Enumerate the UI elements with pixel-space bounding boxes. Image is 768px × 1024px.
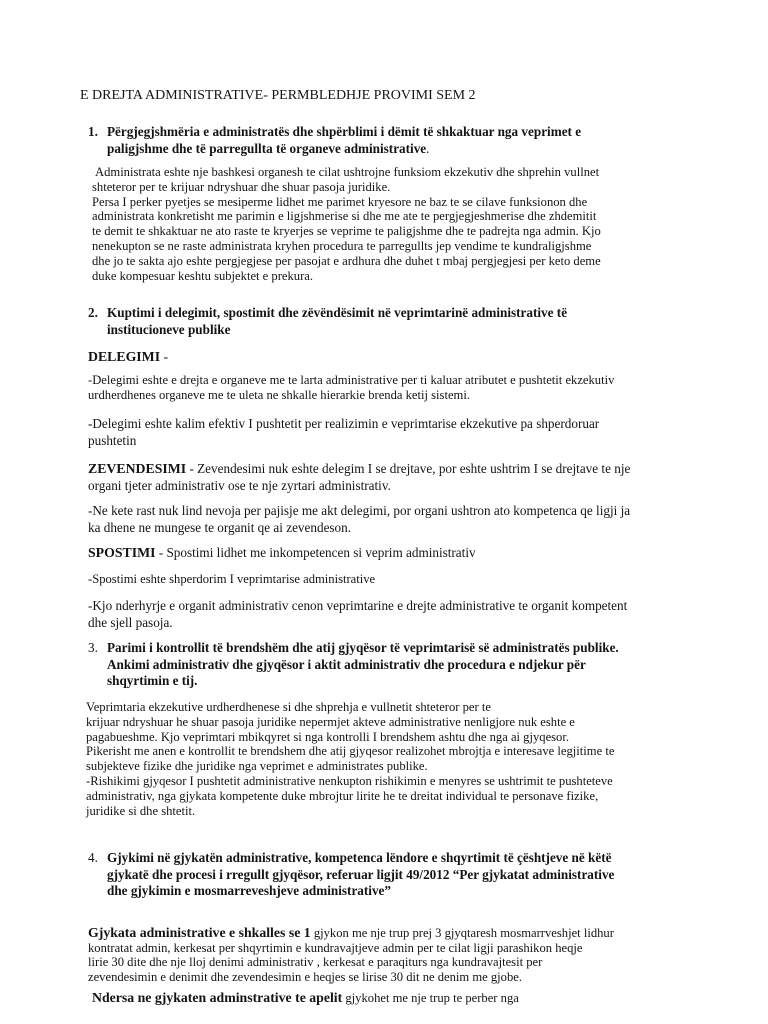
text-line: pushtetin (88, 433, 137, 448)
text-line: dhe sjell pasoja. (88, 615, 173, 630)
text-line: -Kjo nderhyrje e organit administrativ cenon veprimtarine e drejte administrative te organit kompetent (88, 598, 628, 613)
text-line: Persa I perker pyetjes se mesiperme lidhet me parimet kryesore ne baz te se cilave funksionon dhe (92, 194, 588, 209)
heading-line: institucioneve publike (107, 321, 231, 337)
heading-line: shqyrtimin e tij. (107, 673, 198, 688)
heading-line: Kuptimi i delegimit, spostimit dhe zëvëndësimit në veprimtarinë administrative të (107, 305, 568, 320)
text-line: dhe jo te sakta ajo eshte pergjegjese per pasojat e ardhura dhe duhet t mbaj pergjegjesi per keto deme (92, 253, 601, 268)
text-line: subjekteve fizike dhe juridike nga veprimet e administrates publike. (86, 759, 428, 774)
text-line: duke kompesuar keshtu subjektet e prekura. (92, 268, 314, 283)
text-line: lirie 30 dite dhe nje lloj denimi administrativ , kerkesat e paraqiturs nga kundravajtesit per (88, 955, 543, 970)
text-line: administrata konkretisht me parimin e ligjshmerise si dhe me ate te pergjegjeshmerise dhe zhdemitit (92, 209, 597, 224)
text-line: Administrata eshte nje bashkesi organesh te cilat ushtrojne funksiom ekzekutiv dhe shprehin vullnet (95, 165, 600, 179)
heading-line: gjykatë dhe procesi i rregullt gjyqësor, referuar ligjit 49/2012 “Per gjykatat administrative (107, 866, 615, 882)
section-number: 3. (88, 640, 98, 655)
heading-line: Gjykimi në gjykatën administrative, kompetenca lëndore e shqyrtimit të çështjeve në këtë (107, 850, 612, 865)
heading-line: paligjshme dhe të parregullta të organeve administrative. (107, 140, 430, 156)
text-line: -Delegimi eshte kalim efektiv I pushtetit per realizimin e veprimtarise ekzekutive pa shperdoruar (88, 416, 600, 431)
heading-line: Parimi i kontrollit të brendshëm dhe atij gjyqësor të veprimtarisë së administratës publike. (107, 640, 619, 655)
document-title: E DREJTA ADMINISTRATIVE- PERMBLEDHJE PROVIMI SEM 2 (80, 88, 476, 103)
section-number: 2. (88, 305, 98, 320)
text-line: -Delegimi eshte e drejta e organeve me te larta administrative per ti kaluar atributet e pushtetit ekzekutiv (88, 373, 615, 387)
text-line: te demit te shkaktuar ne ato raste te kryerjes se veprime te paligjshme dhe te padrejta nga admin. Kjo (92, 224, 601, 239)
text-line: administrativ, nga gjykata kompetente duke mbrojtur lirite he te dreitat individual te personave fizike, (86, 788, 599, 803)
text-line: juridike si dhe shtetit. (86, 803, 196, 818)
section-4-apeli-line: Ndersa ne gjykaten adminstrative te apelit gjykohet me nje trup te perber nga (92, 990, 519, 1005)
heading-line: Përgjegjshmëria e administratës dhe shpërblimi i dëmit të shkaktuar nga veprimet e (107, 124, 582, 139)
section-3-body (86, 700, 682, 818)
text-line: Veprimtaria ekzekutive urdherdhenese si dhe shprehja e vullnetit shteteror per te (86, 700, 491, 714)
text-line: -Rishikimi gjyqesor I pushtetit administrative nenkupton rishikimin e menyres se ushtrimit te pushteteve (86, 773, 613, 788)
section-1-heading (88, 124, 688, 157)
text-line: zevendesimin e denimit dhe zevendesimin e heqjes se lirise 30 dit ne denim me gjobe. (88, 969, 523, 984)
section-number: 4. (88, 850, 98, 865)
section-4-body (88, 926, 680, 984)
section-2-heading (88, 305, 688, 338)
spostimi-paragraph-2: -Spostimi eshte shperdorim I veprimtarise administrative (88, 572, 376, 586)
text-line: nenekupton se ne raste administrata kryhen procedura te parregullts jep vendime te kundraligjshme (92, 238, 592, 253)
text-line: -Ne kete rast nuk lind nevoja per pajisje me akt delegimi, por organi ushtron ato kompetenca qe ligji ja (88, 503, 631, 518)
section-3-heading (88, 640, 688, 690)
spostimi-paragraph-3 (88, 597, 680, 631)
text-line: urdherdhenes organeve me te uleta ne shkalle hierarkie brenda ketij sistemi. (88, 387, 470, 402)
zevendesimi-paragraph (88, 460, 680, 494)
text-line: Gjykata administrative e shkalles se 1 gjykon me nje trup prej 3 gjyqtaresh mosmarrveshjet lidhur (88, 925, 614, 940)
text-line: krijuar ndryshuar he shuar pasoja juridike nepermjet akteve administrative nenligjore nuk eshte e (86, 714, 575, 729)
zevendesimi-paragraph-2 (88, 502, 680, 536)
heading-line: dhe gjykimin e mosmarreveshjeve administrative” (107, 883, 391, 898)
spostimi-heading: SPOSTIMI - Spostimi lidhet me inkompetencen si veprim administrativ (88, 545, 476, 560)
section-number: 1. (88, 124, 98, 139)
text-line: Pikerisht me anen e kontrollit te brendshem dhe atij gjyqesor realizohet mbrojtja e interesave legjitime te (86, 744, 615, 759)
delegimi-paragraph-2 (88, 415, 680, 449)
text-line: ka dhene ne mungese te organit qe ai zevendeson. (88, 520, 352, 535)
section-4-heading (88, 850, 688, 900)
text-line: shteteror per te krijuar ndryshuar dhe shuar pasoja juridike. (92, 179, 391, 194)
heading-line: Ankimi administrativ dhe gjyqësor i aktit administrativ dhe procedura e ndjekur për (107, 656, 586, 672)
delegimi-heading: DELEGIMI - (88, 349, 169, 364)
text-line: kontratat admin, kerkesat per shqyrtimin e kundravajtjeve admin per te cilat ligji parashikon heqje (88, 940, 583, 955)
delegimi-paragraph-1 (88, 373, 680, 403)
text-line: pagabueshme. Kjo veprimtari mbikqyret si nga kontrolli I brendshem ashtu dhe nga ai gjyqesor. (86, 729, 570, 744)
text-line: ZEVENDESIMI - Zevendesimi nuk eshte delegim I se drejtave, por eshte ushtrim I se drejtave te nje (88, 461, 631, 476)
section-1-body (92, 165, 678, 283)
text-line: organi tjeter administrativ ose te nje zyrtari administrativ. (88, 478, 391, 493)
